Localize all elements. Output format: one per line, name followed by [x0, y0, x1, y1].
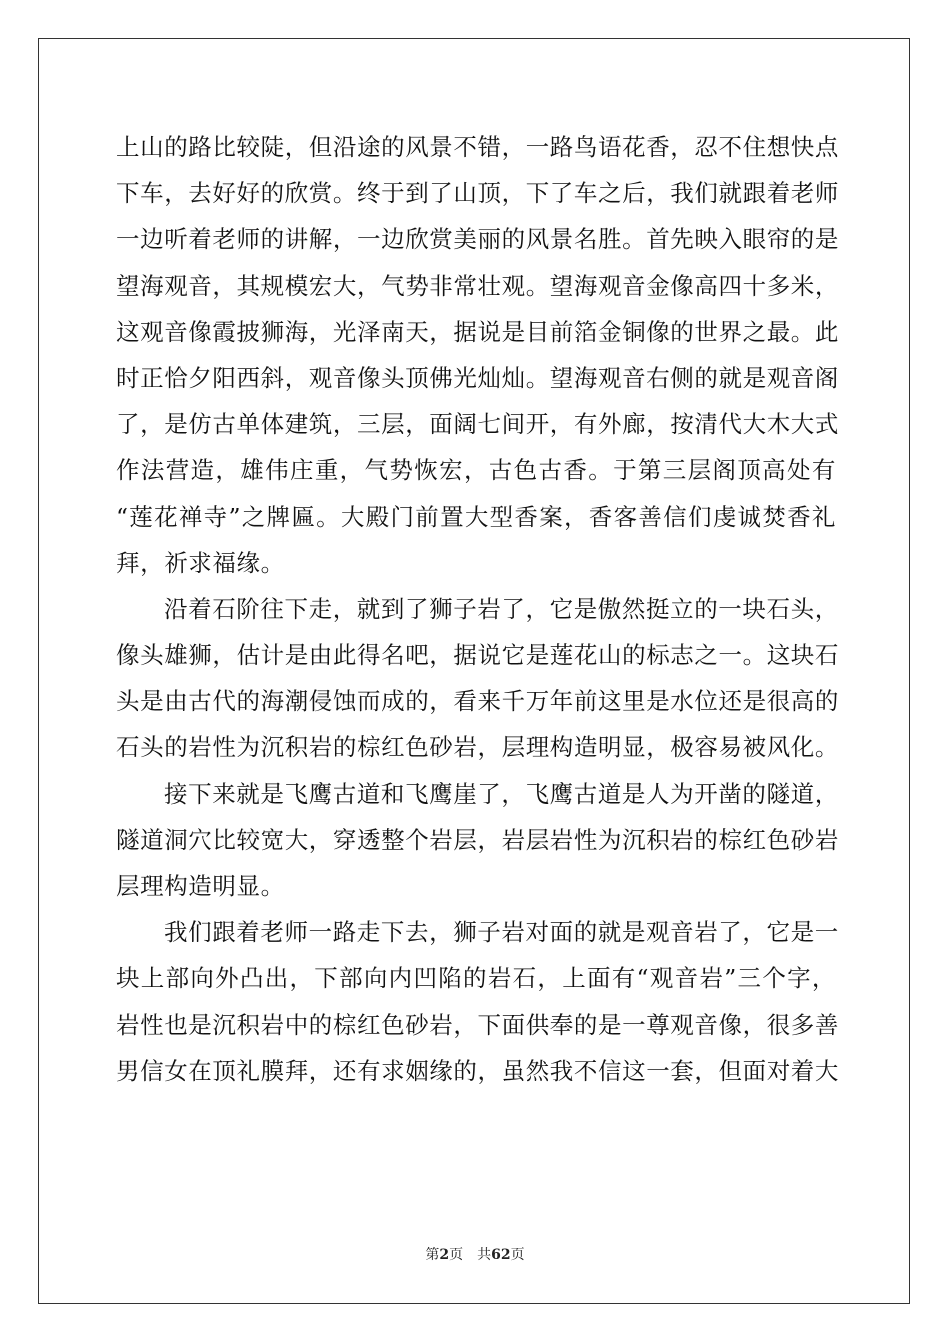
text-line: 头是由古代的海潮侵蚀而成的，看来千万年前这里是水位还是很高的: [116, 687, 839, 716]
text-line: “莲花禅寺”之牌匾。大殿门前置大型香案，香客善信们虔诚焚香礼: [116, 502, 836, 531]
page-suffix: 页: [449, 1247, 464, 1263]
text-line: 拜，祈求福缘。: [116, 548, 285, 577]
text-line: 这观音像霞披狮海，光泽南天，据说是目前箔金铜像的世界之最。此: [116, 317, 839, 346]
text-line: 石头的岩性为沉积岩的棕红色砂岩，层理构造明显，极容易被风化。: [116, 733, 839, 762]
text-line: 隧道洞穴比较宽大，穿透整个岩层，岩层岩性为沉积岩的棕红色砂岩: [116, 825, 839, 854]
text-line: 男信女在顶礼膜拜，还有求姻缘的，虽然我不信这一套，但面对着大: [116, 1056, 839, 1085]
text-line: 像头雄狮，估计是由此得名吧，据说它是莲花山的标志之一。这块石: [116, 641, 839, 670]
total-prefix: 共: [477, 1247, 492, 1263]
page-footer: [0, 1245, 950, 1265]
text-line: 上山的路比较陡，但沿途的风景不错，一路鸟语花香，忍不住想快点: [116, 133, 839, 161]
page-number: 2: [439, 1247, 450, 1263]
text-line: 下车，去好好的欣赏。终于到了山顶，下了车之后，我们就跟着老师: [116, 179, 839, 208]
text-line: 岩性也是沉积岩中的棕红色砂岩，下面供奉的是一尊观音像，很多善: [116, 1010, 839, 1039]
paragraph-first-line: 沿着石阶往下走，就到了狮子岩了，它是傲然挺立的一块石头，: [164, 594, 839, 623]
text-line: 作法营造，雄伟庄重，气势恢宏，古色古香。于第三层阁顶高处有: [116, 456, 836, 485]
paragraph-first-line: 接下来就是飞鹰古道和飞鹰崖了，飞鹰古道是人为开凿的隧道，: [164, 779, 839, 808]
document-body: [116, 124, 839, 1094]
page-prefix: 第: [425, 1247, 440, 1263]
text-line: 块上部向外凸出，下部向内凹陷的岩石，上面有“观音岩”三个字，: [116, 964, 836, 993]
paragraph-first-line: 我们跟着老师一路走下去，狮子岩对面的就是观音岩了，它是一: [164, 918, 839, 947]
text-line: 时正恰夕阳西斜，观音像头顶佛光灿灿。望海观音右侧的就是观音阁: [116, 363, 839, 392]
total-suffix: 页: [510, 1247, 525, 1263]
text-line: 了，是仿古单体建筑，三层，面阔七间开，有外廊，按清代大木大式: [116, 410, 839, 439]
text-line: 一边听着老师的讲解，一边欣赏美丽的风景名胜。首先映入眼帘的是: [116, 225, 839, 254]
text-line: 望海观音，其规模宏大，气势非常壮观。望海观音金像高四十多米，: [116, 271, 839, 300]
text-line: 层理构造明显。: [116, 872, 285, 900]
page-total: 62: [491, 1247, 511, 1263]
